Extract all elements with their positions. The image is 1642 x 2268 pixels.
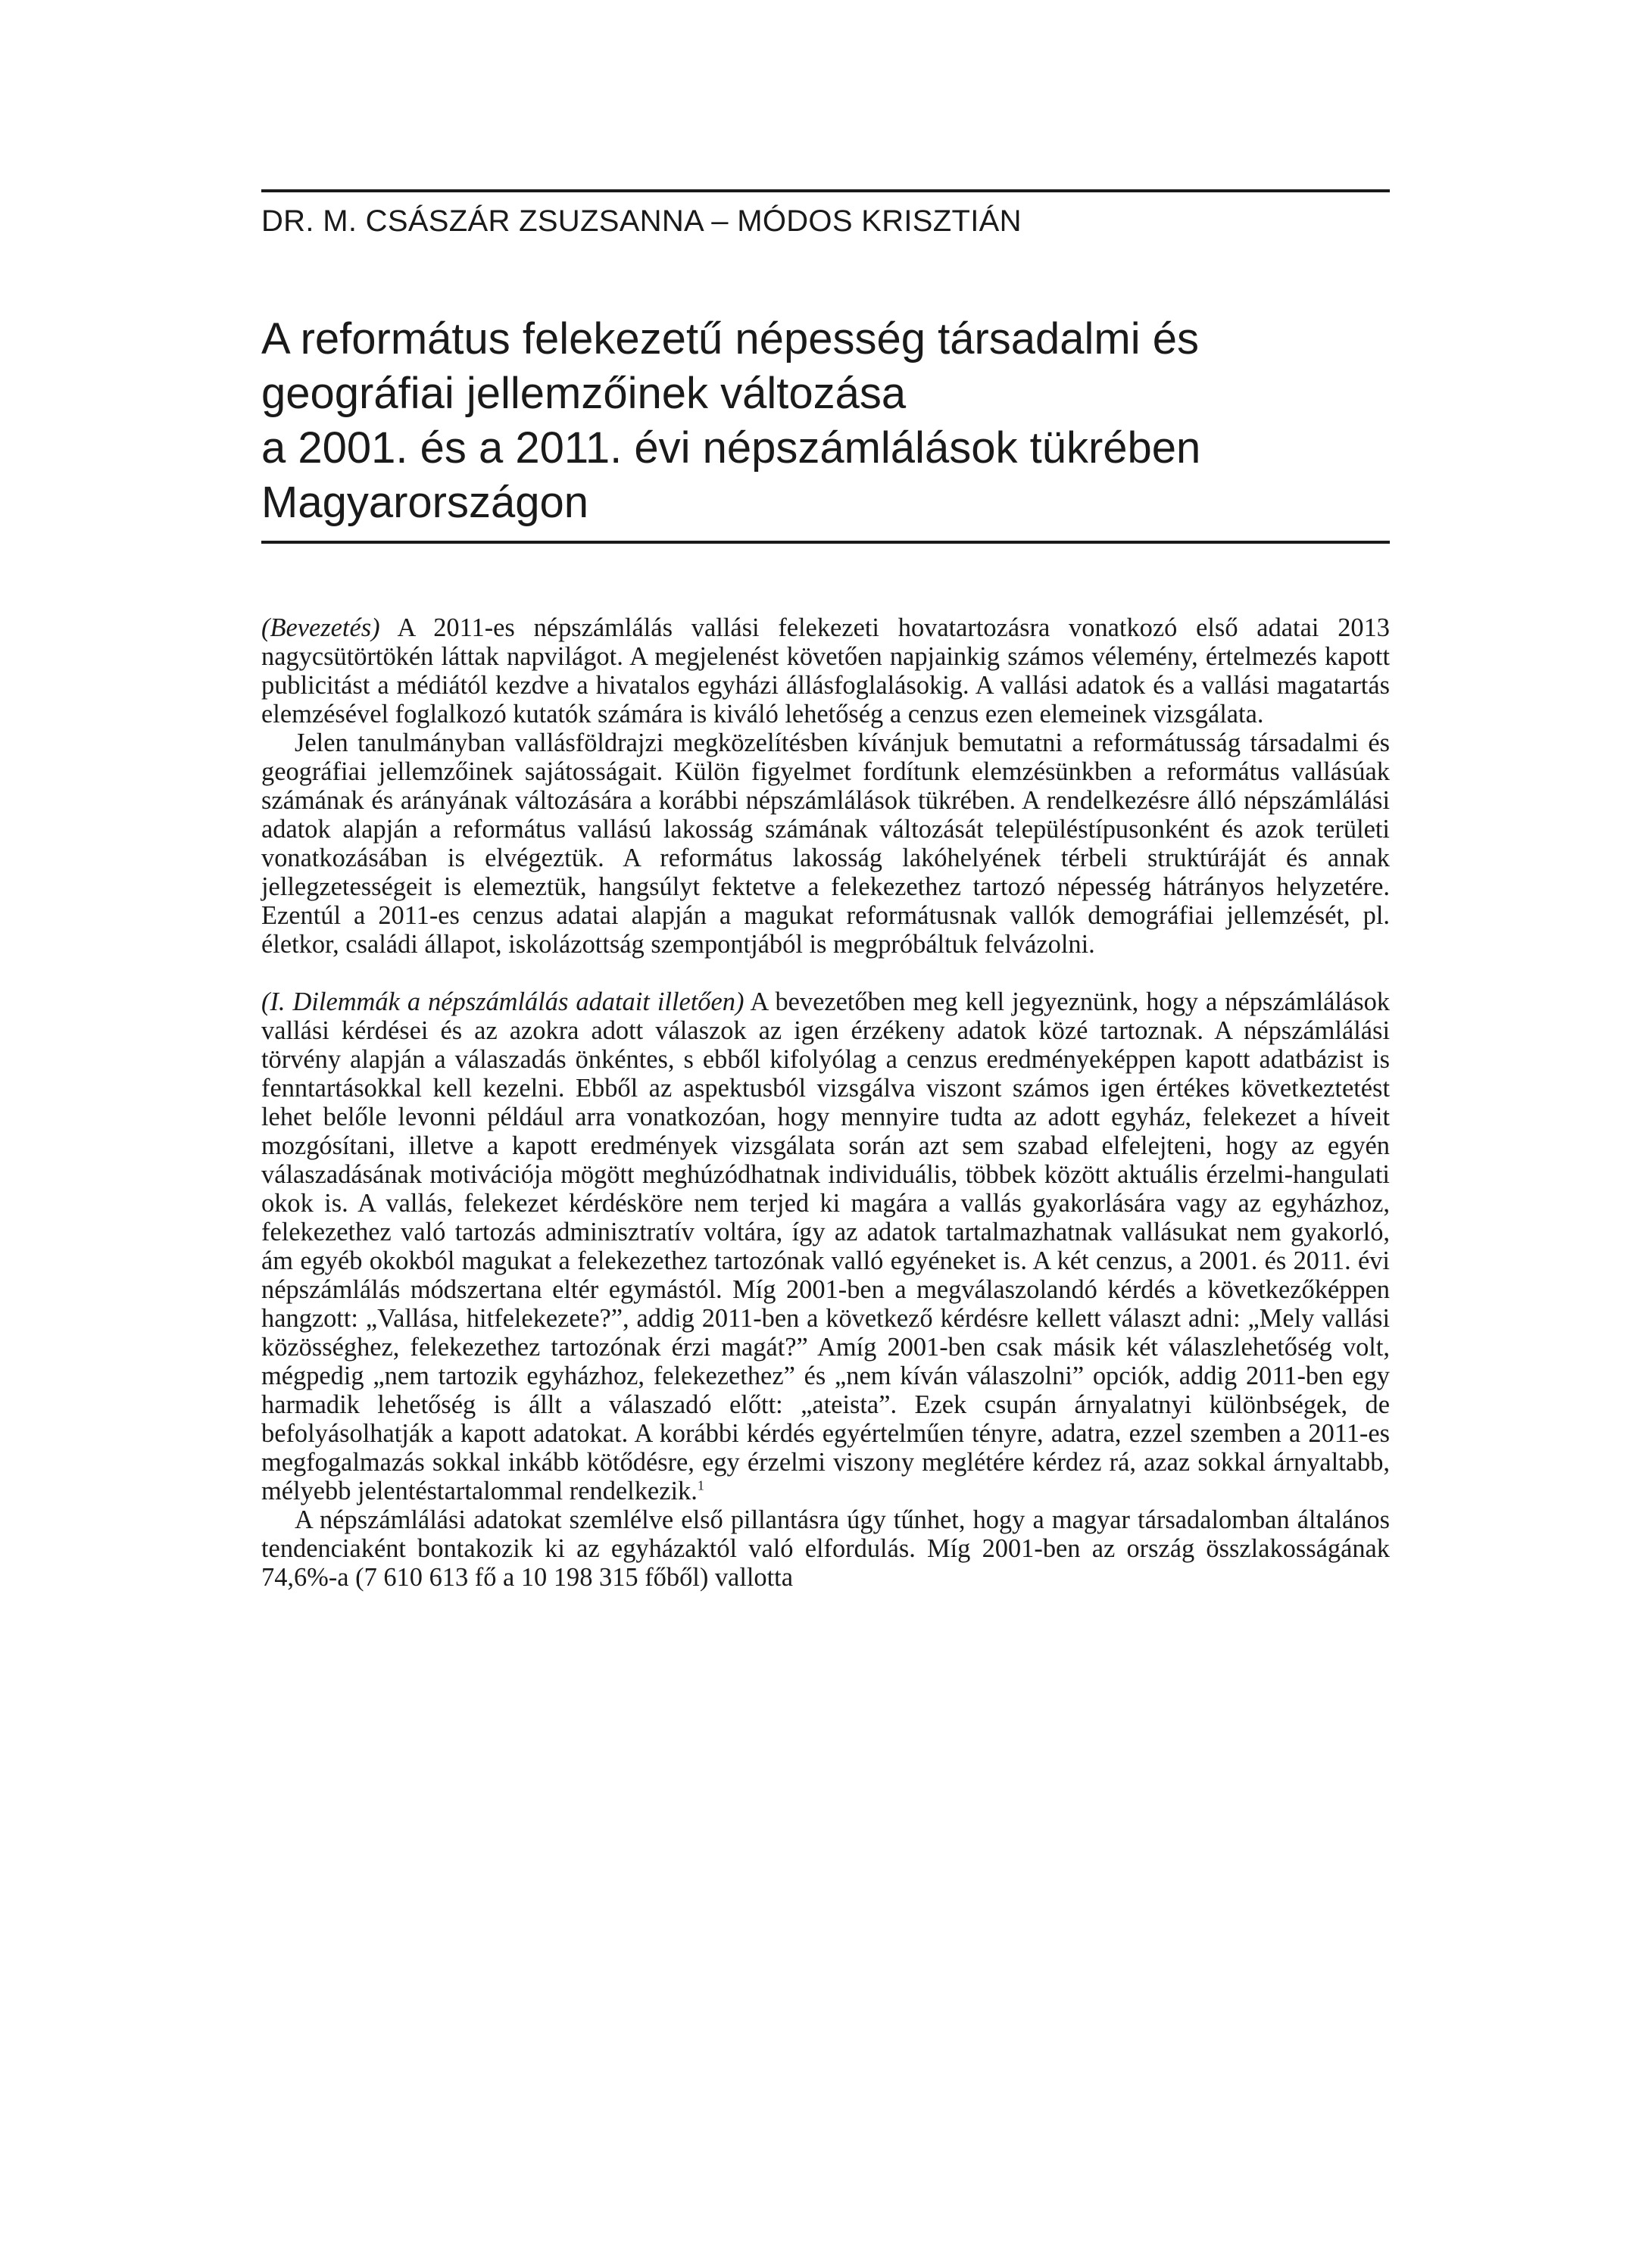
title-line-1: A református felekezetű népesség társadalmi és [261,314,1199,363]
title-line-4: Magyarországon [261,478,588,527]
top-rule [261,189,1390,192]
article-body [261,613,1390,1592]
paragraph-2: Jelen tanulmányban vallásföldrajzi megközelítésben kívánjuk bemutatni a reformátusság társadalmi és geográfiai jellemzőinek sajátosságait. Külön figyelmet fordítunk elemzésünkben a református vallásúak számának és arányának változására a korábbi népszámlálások tükrében. A rendelkezésre álló népszámlálási adatok alapján a református vallású lakosság számának változását településtípusonként és azok területi vonatkozásában is elvégeztük. A református lakosság lakóhelyének térbeli struktúráját és annak jellegzetességeit is elemeztük, hangsúlyt fektetve a felekezethez tartozó népesség hátrányos helyzetére. Ezentúl a 2011-es cenzus adatai alapján a magukat reformátusnak vallók demográfiai jellemzését, pl. életkor, családi állapot, iskolázottság szempontjából is megpróbáltuk felvázolni. [261,728,1390,959]
paragraph-4: A népszámlálási adatokat szemlélve első pillantásra úgy tűnhet, hogy a magyar társadalomban általános tendenciaként bontakozik ki az egyházaktól való elfordulás. Míg 2001-ben az ország összlakosságának 74,6%-a (7 610 613 fő a 10 198 315 főből) vallotta [261,1505,1390,1592]
intro-lead: (Bevezetés) [261,613,380,642]
article-title [261,312,1390,530]
intro-text: A 2011-es népszámlálás vallási felekezeti hovatartozásra vonatkozó első adatai 2013 nagycsütörtökén láttak napvilágot. A megjelenést követően napjainkig számos vélemény, értelmezés kapott publicitást a médiától kezdve a hivatalos egyházi állásfoglalásokig. A vallási adatok és a vallási magatartás elemzésével foglalkozó kutatók számára is kiváló lehetőség a cenzus ezen elemeinek vizsgálata. [261,613,1390,728]
title-line-2: geográfiai jellemzőinek változása [261,369,907,418]
paragraph-section-1 [261,987,1390,1505]
paragraph-intro [261,613,1390,728]
title-rule [261,541,1390,544]
section-1-lead: (I. Dilemmák a népszámlálás adatait illetően) [261,987,745,1016]
journal-page [261,189,1390,1592]
title-line-3: a 2001. és a 2011. évi népszámlálások tükrében [261,423,1201,473]
author-line: DR. M. CSÁSZÁR ZSUZSANNA – MÓDOS KRISZTIÁN [261,204,1022,238]
footnote-ref: 1 [697,1477,704,1493]
section-1-text: A bevezetőben meg kell jegyeznünk, hogy a népszámlálások vallási kérdései és az azokra adott válaszok az igen érzékeny adatok közé tartoznak. A népszámlálási törvény alapján a válaszadás önkéntes, s ebből kifolyólag a cenzus eredményeképpen kapott adatbázist is fenntartásokkal kell kezelni. Ebből az aspektusból vizsgálva viszont számos igen értékes következtetést lehet belőle levonni például arra vonatkozóan, hogy mennyire tudta az adott egyház, felekezet a híveit mozgósítani, illetve a kapott eredmények vizsgálata során azt sem szabad elfelejteni, hogy az egyén válaszadásának motivációja mögött meghúzódhatnak individuális, többek között aktuális érzelmi-hangulati okok is. A vallás, felekezet kérdésköre nem terjed ki magára a vallás gyakorlására vagy az egyházhoz, felekezethez való tartozás adminisztratív voltára, így az adatok tartalmazhatnak vallásukat nem gyakorló, ám egyéb okokból magukat a felekezethez tartozónak valló egyéneket is. A két cenzus, a 2001. és 2011. évi népszámlálás módszertana eltér egymástól. Míg 2001-ben a megválaszolandó kérdés a következőképpen hangzott: „Vallása, hitfelekezete?”, addig 2011-ben a következő kérdésre kellett választ adni: „Mely vallási közösséghez, felekezethez tartozónak érzi magát?” Amíg 2001-ben csak másik két válaszlehetőség volt, mégpedig „nem tartozik egyházhoz, felekezethez” és „nem kíván válaszolni” opciók, addig 2011-ben egy harmadik lehetőség is állt a válaszadó előtt: „ateista”. Ezek csupán árnyalatnyi különbségek, de befolyásolhatják a kapott adatokat. A korábbi kérdés egyértelműen tényre, adatra, ezzel szemben a 2011-es megfogalmazás sokkal inkább kötődésre, egy érzelmi viszony meglétére kérdez rá, azaz sokkal árnyaltabb, mélyebb jelentéstartalommal rendelkezik. [261,987,1390,1505]
